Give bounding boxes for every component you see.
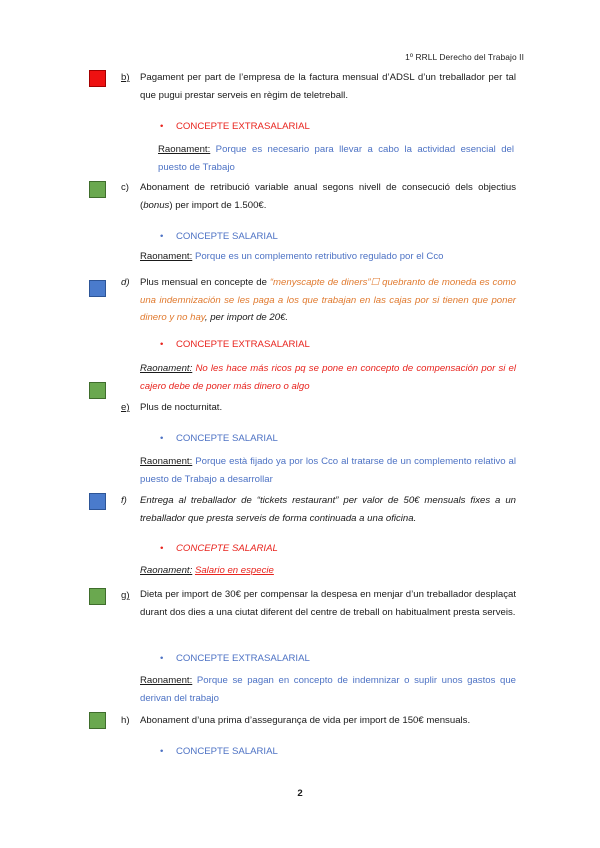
bullet-dot: • (160, 653, 164, 664)
page-number: 2 (297, 788, 303, 799)
concept-label: CONCEPTE EXTRASALARIAL (176, 339, 310, 350)
item-text-g: Dieta per import de 30€ per compensar la despesa en menjar d’un treballador desplaçat durant dos dies a una ciutat diferent del centre de treball on habitualment presta serveis. (140, 589, 516, 618)
concept-label: CONCEPTE SALARIAL (176, 231, 278, 242)
concept-g (160, 652, 310, 666)
raonament-label: Raonament: (140, 456, 193, 467)
raonament-g (140, 672, 516, 707)
concept-e (160, 432, 278, 446)
item-label-h: h) (121, 715, 130, 726)
item-text-b: Pagament per part de l’empresa de la factura mensual d’ADSL d’un treballador per tal que pugui prestar serveis en règim de teletreball. (140, 72, 516, 101)
raonament-text: Porque se pagan en concepto de indemnizar o suplir unos gastos que derivan del trabajo (140, 675, 516, 704)
item-label-c: c) (121, 182, 129, 193)
item-label-g: g) (121, 590, 130, 601)
raonament-text: Porque es necesario para llevar a cabo la actividad esencial del puesto de Trabajo (158, 144, 514, 173)
text-part: Plus mensual en concepte de (140, 277, 270, 288)
text-part: , per import de 20€. (204, 312, 289, 324)
bullet-dot: • (160, 339, 164, 350)
bullet-dot: • (160, 231, 164, 242)
concept-d (160, 338, 310, 352)
concept-h (160, 745, 278, 759)
text-italic: bonus (143, 199, 170, 211)
item-label-f: f) (121, 495, 127, 506)
item-label-e: e) (121, 402, 130, 413)
raonament-f (140, 562, 516, 580)
concept-label: CONCEPTE SALARIAL (176, 433, 278, 444)
green-marker-square (89, 712, 106, 729)
bullet-dot: • (160, 121, 164, 132)
text-orange: “menyscapte de diners”☐ quebranto de moneda es como una indemnización se les paga a los que trabajan en las cajas por si tienen que poner dinero y no hay (140, 277, 516, 324)
raonament-label: Raonament: (140, 565, 193, 576)
green-marker-square (89, 588, 106, 605)
bullet-dot: • (160, 746, 164, 757)
concept-label: CONCEPTE SALARIAL (176, 746, 278, 757)
raonament-d (140, 360, 516, 395)
raonament-text: No les hace más ricos pq se pone en concepto de compensación por si el cajero debe de poner más dinero o algo (140, 363, 516, 392)
text-part: ) per import de 1.500€. (169, 199, 267, 211)
item-text-d (140, 274, 516, 327)
item-text-c (140, 179, 516, 214)
bullet-dot: • (160, 433, 164, 444)
green-marker-square (89, 382, 106, 399)
raonament-label: Raonament: (140, 363, 193, 374)
item-text-h: Abonament d’una prima d’assegurança de vida per import de 150€ mensuals. (140, 715, 471, 726)
raonament-text: Porque es un complemento retributivo regulado por el Cco (194, 251, 444, 262)
concept-f (160, 542, 278, 556)
blue-marker-square (89, 493, 106, 510)
raonament-c (140, 248, 516, 266)
text-part: Abonament de retribució variable anual segons nivell de consecució dels objectius ( (140, 182, 516, 211)
raonament-label: Raonament: (140, 675, 193, 686)
item-text-e: Plus de nocturnitat. (140, 402, 223, 413)
item-text-f: Entrega al treballador de “tickets restaurant” per valor de 50€ mensuals fixes a un treballador que presta serveis de forma continuada a una oficina. (140, 495, 516, 524)
concept-label: CONCEPTE EXTRASALARIAL (176, 653, 310, 664)
raonament-text: Salario en especie (194, 565, 274, 576)
concept-label: CONCEPTE EXTRASALARIAL (176, 121, 310, 132)
raonament-label: Raonament: (158, 144, 211, 155)
concept-b (160, 120, 310, 134)
raonament-text: Porque està fijado ya por los Cco al tratarse de un complemento relativo al puesto de Trabajo a desarrollar (140, 456, 516, 485)
red-marker-square (89, 70, 106, 87)
raonament-b (158, 141, 514, 176)
page-header-title: 1º RRLL Derecho del Trabajo II (405, 52, 524, 62)
bullet-dot: • (160, 543, 164, 554)
item-label-d: d) (121, 277, 130, 288)
concept-c (160, 230, 278, 244)
blue-marker-square (89, 280, 106, 297)
item-label-b: b) (121, 72, 130, 83)
green-marker-square (89, 181, 106, 198)
concept-label: CONCEPTE SALARIAL (176, 543, 278, 554)
raonament-e (140, 453, 516, 488)
raonament-label: Raonament: (140, 251, 193, 262)
